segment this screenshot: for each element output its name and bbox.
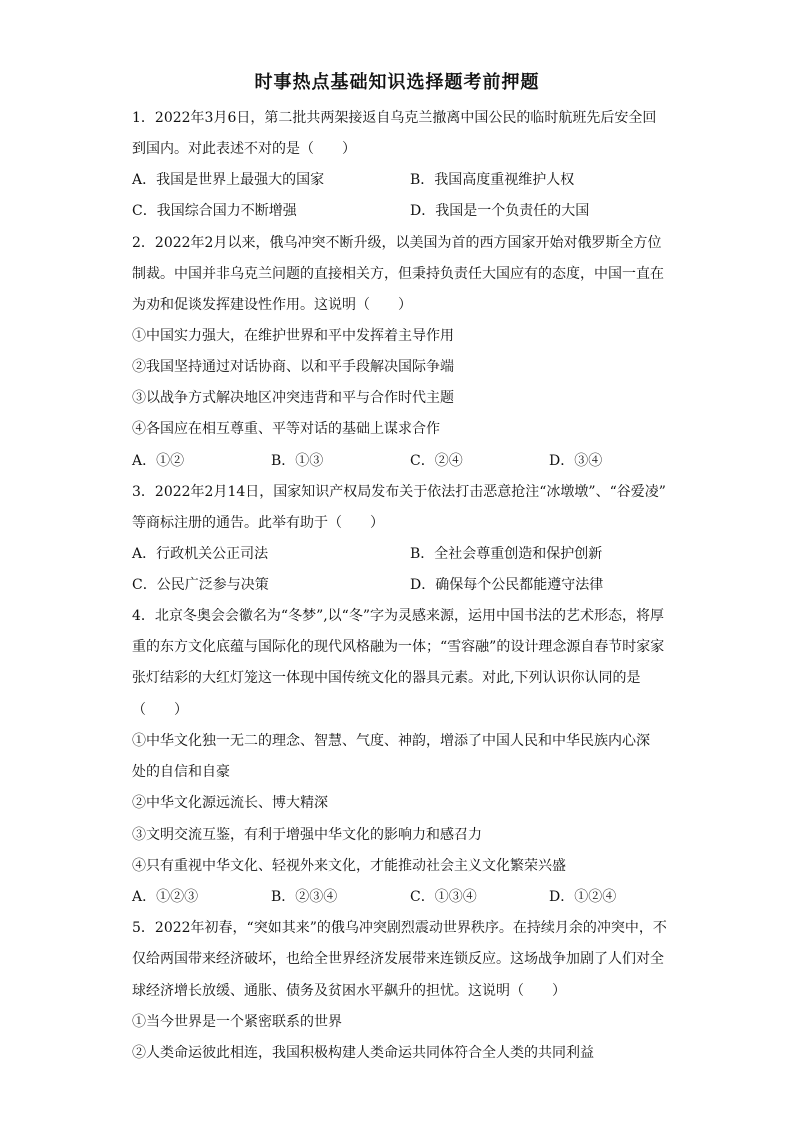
q2-item-1: ①中国实力强大，在维护世界和平中发挥着主导作用 <box>132 328 454 344</box>
q2-option-b[interactable]: B．①③ <box>271 453 324 469</box>
q2-stem-line-3: 为劝和促谈发挥建设性作用。这说明（ ） <box>132 297 412 313</box>
q4-stem-line-2: 重的东方文化底蕴与国际化的现代风格融为一体；“雪容融”的设计理念源自春节时家家 <box>132 639 665 655</box>
q2-option-c[interactable]: C．②④ <box>410 453 463 469</box>
q4-option-a[interactable]: A．①②③ <box>132 889 199 905</box>
q5-item-1: ①当今世界是一个紧密联系的世界 <box>132 1014 342 1030</box>
q4-stem-line-1: 4．北京冬奥会会徽名为“冬梦”,以“冬”字为灵感来源，运用中国书法的艺术形态，将厚 <box>132 608 664 624</box>
q2-stem-line-1: 2．2022年2月以来，俄乌冲突不断升级，以美国为首的西方国家开始对俄罗斯全方位 <box>132 235 662 251</box>
q3-option-c[interactable]: C．公民广泛参与决策 <box>132 577 269 593</box>
q4-option-c[interactable]: C．①③④ <box>410 889 477 905</box>
q2-option-a[interactable]: A．①② <box>132 453 185 469</box>
q4-item-4: ④只有重视中华文化、轻视外来文化，才能推动社会主义文化繁荣兴盛 <box>132 858 566 874</box>
q5-item-2: ②人类命运彼此相连，我国积极构建人类命运共同体符合全人类的共同利益 <box>132 1045 594 1061</box>
q3-option-a[interactable]: A．行政机关公正司法 <box>132 546 269 562</box>
q3-option-b[interactable]: B．全社会尊重创造和保护创新 <box>410 546 603 562</box>
q2-item-4: ④各国应在相互尊重、平等对话的基础上谋求合作 <box>132 421 440 437</box>
q5-stem-line-3: 球经济增长放缓、通胀、债务及贫困水平飙升的担忧。这说明（ ） <box>132 983 566 999</box>
q2-item-3: ③以战争方式解决地区冲突违背和平与合作时代主题 <box>132 390 454 406</box>
q4-item-3: ③文明交流互鉴，有利于增强中华文化的影响力和感召力 <box>132 827 482 843</box>
q3-stem-line-1: 3．2022年2月14日，国家知识产权局发布关于依法打击恶意抢注“冰墩墩”、“谷爱凌” <box>132 484 666 500</box>
q1-option-a[interactable]: A．我国是世界上最强大的国家 <box>132 172 325 188</box>
q4-item-1-line-1: ①中华文化独一无二的理念、智慧、气度、神韵，增添了中国人民和中华民族内心深 <box>132 733 650 749</box>
q2-stem-line-2: 制裁。中国并非乌克兰问题的直接相关方，但秉持负责任大国应有的态度，中国一直在 <box>132 266 664 282</box>
q4-stem-line-3: 张灯结彩的大红灯笼这一体现中国传统文化的器具元素。对此,下列认识你认同的是 <box>132 670 641 686</box>
q1-stem-line-1: 1．2022年3月6日，第二批共两架接返自乌克兰撤离中国公民的临时航班先后安全回 <box>132 110 657 126</box>
q4-option-b[interactable]: B．②③④ <box>271 889 338 905</box>
page-title: 时事热点基础知识选择题考前押题 <box>254 72 540 93</box>
q3-option-d[interactable]: D．确保每个公民都能遵守法律 <box>410 577 604 593</box>
q1-option-d[interactable]: D．我国是一个负责任的大国 <box>410 203 590 219</box>
q4-item-1-line-2: 处的自信和自豪 <box>132 764 230 780</box>
q2-item-2: ②我国坚持通过对话协商、以和平手段解决国际争端 <box>132 359 454 375</box>
q1-option-b[interactable]: B．我国高度重视维护人权 <box>410 172 575 188</box>
q4-stem-line-4: （ ） <box>132 702 188 718</box>
q1-stem-line-2: 到国内。对此表述不对的是（ ） <box>132 141 356 157</box>
q5-stem-line-2: 仅给两国带来经济破坏，也给全世界经济发展带来连锁反应。这场战争加剧了人们对全 <box>132 951 664 967</box>
q5-stem-line-1: 5．2022年初春，“突如其来”的俄乌冲突剧烈震动世界秩序。在持续月余的冲突中，不 <box>132 920 667 936</box>
q1-option-c[interactable]: C．我国综合国力不断增强 <box>132 203 297 219</box>
q4-option-d[interactable]: D．①②④ <box>549 889 617 905</box>
q3-stem-line-2: 等商标注册的通告。此举有助于（ ） <box>132 515 384 531</box>
q4-item-2: ②中华文化源远流长、博大精深 <box>132 795 328 811</box>
q2-option-d[interactable]: D．③④ <box>549 453 603 469</box>
